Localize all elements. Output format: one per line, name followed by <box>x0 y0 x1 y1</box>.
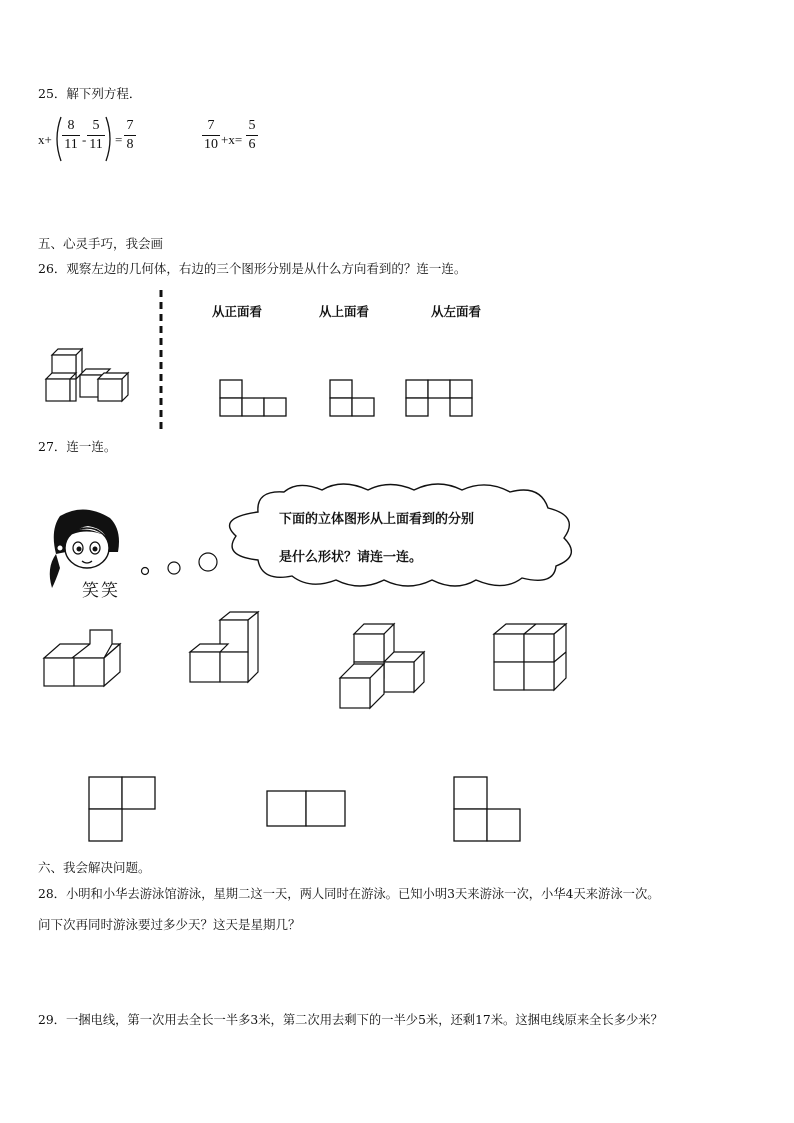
eq1-frac-1-num: 8 <box>67 118 75 133</box>
thought-bubble-dots <box>140 550 220 580</box>
view-label-top: 从上面看 <box>319 304 370 319</box>
eq2-result-den: 6 <box>248 137 256 152</box>
solid-2 <box>188 610 264 686</box>
eq2-frac-den: 10 <box>204 137 218 152</box>
eq1-frac-2 <box>87 118 105 153</box>
eq1-result <box>124 118 136 153</box>
view-shape-1 <box>220 380 290 420</box>
q28-line-2: 问下次再同时游泳要过多少天？这天是星期几？ <box>38 917 301 932</box>
solid-1 <box>42 630 126 688</box>
eq1-frac-1-den: 11 <box>64 137 78 152</box>
eq1-minus: - <box>82 132 87 147</box>
bubble-line-1: 下面的立体图形从上面看到的分别 <box>279 512 475 527</box>
top-view-shape-1 <box>88 776 160 844</box>
view-shape-2 <box>330 380 380 420</box>
eq1-frac-2-den: 11 <box>89 137 103 152</box>
thought-cloud <box>218 482 582 588</box>
right-paren <box>104 116 114 162</box>
section5-title: 五、心灵手巧，我会画 <box>38 236 164 251</box>
eq1-equals: = <box>115 132 123 147</box>
top-view-shape-3 <box>453 776 525 844</box>
q26-title: 26．观察左边的几何体，右边的三个图形分别是从什么方向看到的？连一连。 <box>38 261 467 276</box>
top-view-shape-2 <box>266 790 348 830</box>
bubble-line-2: 是什么形状？请连一连。 <box>279 550 423 565</box>
solid-3 <box>338 622 430 710</box>
eq2-result <box>246 118 258 153</box>
character-name: 笑笑 <box>82 581 120 601</box>
eq1-result-num: 7 <box>126 118 134 133</box>
solid-4 <box>492 622 570 694</box>
eq1-result-den: 8 <box>126 137 134 152</box>
eq2-frac-num: 7 <box>207 118 215 133</box>
eq2-frac <box>202 118 220 153</box>
q25-title: 25．解下列方程． <box>38 86 142 101</box>
eq2-result-num: 5 <box>248 118 256 133</box>
section6-title: 六、我会解决问题。 <box>38 860 151 875</box>
q27-title: 27．连一连。 <box>38 439 117 454</box>
eq2-mid: +x= <box>221 132 243 147</box>
view-label-front: 从正面看 <box>212 304 263 319</box>
q28-line-1: 28．小明和小华去游泳馆游泳，星期二这一天，两人同时在游泳。已知小明3天来游泳一次，小华4天来游泳一次。 <box>38 887 660 901</box>
q26-solid-figure <box>40 345 140 401</box>
dashed-divider <box>158 290 164 430</box>
view-label-left: 从左面看 <box>431 304 482 319</box>
eq1-lead: x+ <box>38 132 52 147</box>
view-shape-3 <box>406 380 476 420</box>
eq1-frac-2-num: 5 <box>92 118 100 133</box>
eq1-frac-1 <box>62 118 80 153</box>
q29-line-1: 29．一捆电线，第一次用去全长一半多3米，第二次用去剩下的一半少5米，还剩17米。这捆电线原来全长多少米？ <box>38 1013 663 1027</box>
